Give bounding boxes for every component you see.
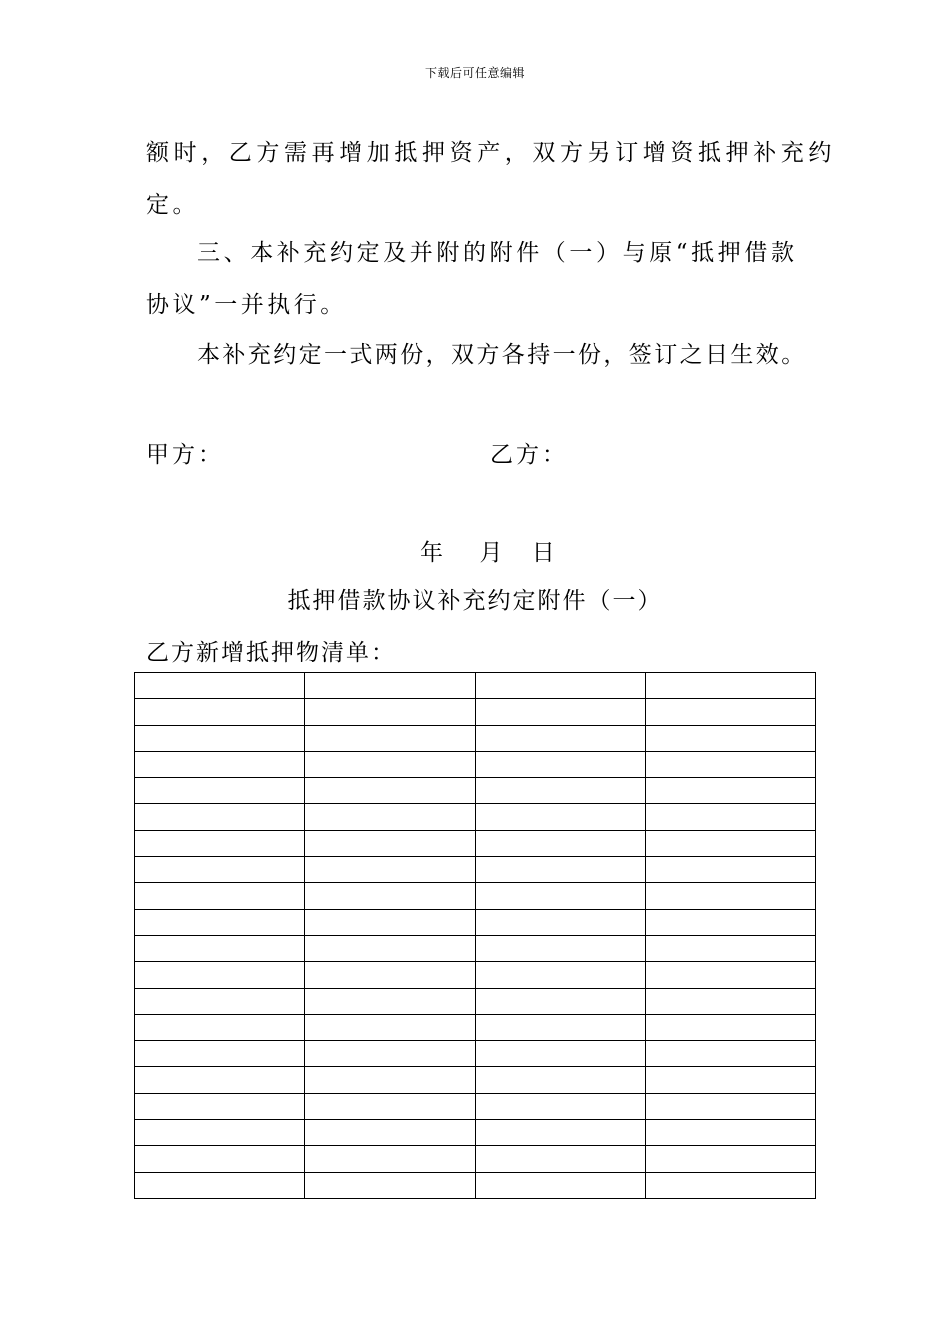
table-cell (305, 1172, 475, 1198)
table-cell (135, 699, 305, 725)
table-cell (135, 1146, 305, 1172)
table-cell (645, 857, 815, 883)
table-cell (645, 1093, 815, 1119)
table-cell (475, 1146, 645, 1172)
table-cell (645, 935, 815, 961)
table-cell (305, 778, 475, 804)
table-cell (305, 1093, 475, 1119)
table-row (135, 699, 816, 725)
table-cell (305, 909, 475, 935)
appendix-title: 抵押借款协议补充约定附件（一） (287, 588, 663, 614)
table-row (135, 1146, 816, 1172)
table-cell (475, 883, 645, 909)
table-cell (475, 751, 645, 777)
table-row (135, 909, 816, 935)
table-cell (645, 962, 815, 988)
table-row (135, 1014, 816, 1040)
table-cell (475, 1067, 645, 1093)
table-cell (305, 962, 475, 988)
table-cell (135, 725, 305, 751)
table-cell (135, 1041, 305, 1067)
table-cell (135, 935, 305, 961)
table-cell (475, 804, 645, 830)
table-cell (135, 804, 305, 830)
table-cell (135, 751, 305, 777)
table-cell (475, 857, 645, 883)
table-row (135, 962, 816, 988)
table-cell (305, 830, 475, 856)
table-cell (305, 1014, 475, 1040)
table-cell (475, 1041, 645, 1067)
table-cell (305, 1146, 475, 1172)
table-cell (645, 778, 815, 804)
table-row (135, 804, 816, 830)
table-row (135, 1067, 816, 1093)
table-cell (305, 1120, 475, 1146)
table-cell (475, 830, 645, 856)
table-cell (135, 1172, 305, 1198)
table-cell (135, 857, 305, 883)
table-cell (305, 804, 475, 830)
table-cell (645, 1067, 815, 1093)
paragraph-line: 协议”一并执行。 (146, 292, 347, 318)
table-cell (135, 988, 305, 1014)
table-cell (135, 1067, 305, 1093)
table-cell (305, 673, 475, 699)
table-cell (645, 751, 815, 777)
table-cell (305, 1067, 475, 1093)
table-cell (475, 1093, 645, 1119)
table-cell (475, 935, 645, 961)
table-row (135, 725, 816, 751)
table-row (135, 830, 816, 856)
table-cell (645, 673, 815, 699)
table-cell (645, 909, 815, 935)
table-cell (305, 988, 475, 1014)
table-row (135, 1041, 816, 1067)
table-row (135, 1120, 816, 1146)
party-b-signature: 乙方： (490, 442, 568, 468)
table-row (135, 883, 816, 909)
table-cell (305, 725, 475, 751)
table-cell (475, 673, 645, 699)
table-cell (645, 699, 815, 725)
table-cell (645, 1146, 815, 1172)
table-cell (135, 962, 305, 988)
party-a-signature: 甲方： (146, 442, 224, 468)
table-cell (305, 857, 475, 883)
table-cell (475, 988, 645, 1014)
table-cell (475, 1014, 645, 1040)
paragraph-line: 定。 (146, 192, 199, 218)
collateral-list-table (134, 672, 816, 1199)
table-cell (475, 699, 645, 725)
table-cell (475, 778, 645, 804)
table-cell (135, 1093, 305, 1119)
table-row (135, 935, 816, 961)
table-row (135, 778, 816, 804)
table-cell (645, 830, 815, 856)
table-cell (475, 1172, 645, 1198)
table-row (135, 857, 816, 883)
table-cell (135, 673, 305, 699)
table-row (135, 751, 816, 777)
table-cell (475, 725, 645, 751)
table-row (135, 1172, 816, 1198)
table-row (135, 988, 816, 1014)
table-cell (305, 883, 475, 909)
table-cell (645, 1041, 815, 1067)
page-header: 下载后可任意编辑 (424, 66, 525, 80)
table-cell (305, 1041, 475, 1067)
effectiveness-clause: 本补充约定一式两份，双方各持一份，签订之日生效。 (197, 342, 807, 368)
table-cell (645, 883, 815, 909)
table-cell (135, 883, 305, 909)
table-cell (475, 1120, 645, 1146)
table-row (135, 1093, 816, 1119)
table-cell (135, 778, 305, 804)
table-cell (135, 909, 305, 935)
table-row (135, 673, 816, 699)
clause-three: 三、本补充约定及并附的附件（一）与原“抵押借款 (197, 240, 798, 266)
table-cell (645, 1120, 815, 1146)
table-cell (305, 751, 475, 777)
table-cell (475, 909, 645, 935)
date-line: 年 月 日 (420, 540, 555, 566)
table-cell (305, 699, 475, 725)
collateral-list-label: 乙方新增抵押物清单： (146, 640, 396, 666)
table-cell (645, 725, 815, 751)
table-cell (135, 830, 305, 856)
paragraph-line: 额时，乙方需再增加抵押资产，双方另订增资抵押补充约 (146, 140, 836, 166)
table-cell (645, 988, 815, 1014)
table-cell (475, 962, 645, 988)
table-cell (135, 1120, 305, 1146)
table-cell (645, 1014, 815, 1040)
table-cell (645, 1172, 815, 1198)
table-cell (645, 804, 815, 830)
table-cell (305, 935, 475, 961)
table-cell (135, 1014, 305, 1040)
